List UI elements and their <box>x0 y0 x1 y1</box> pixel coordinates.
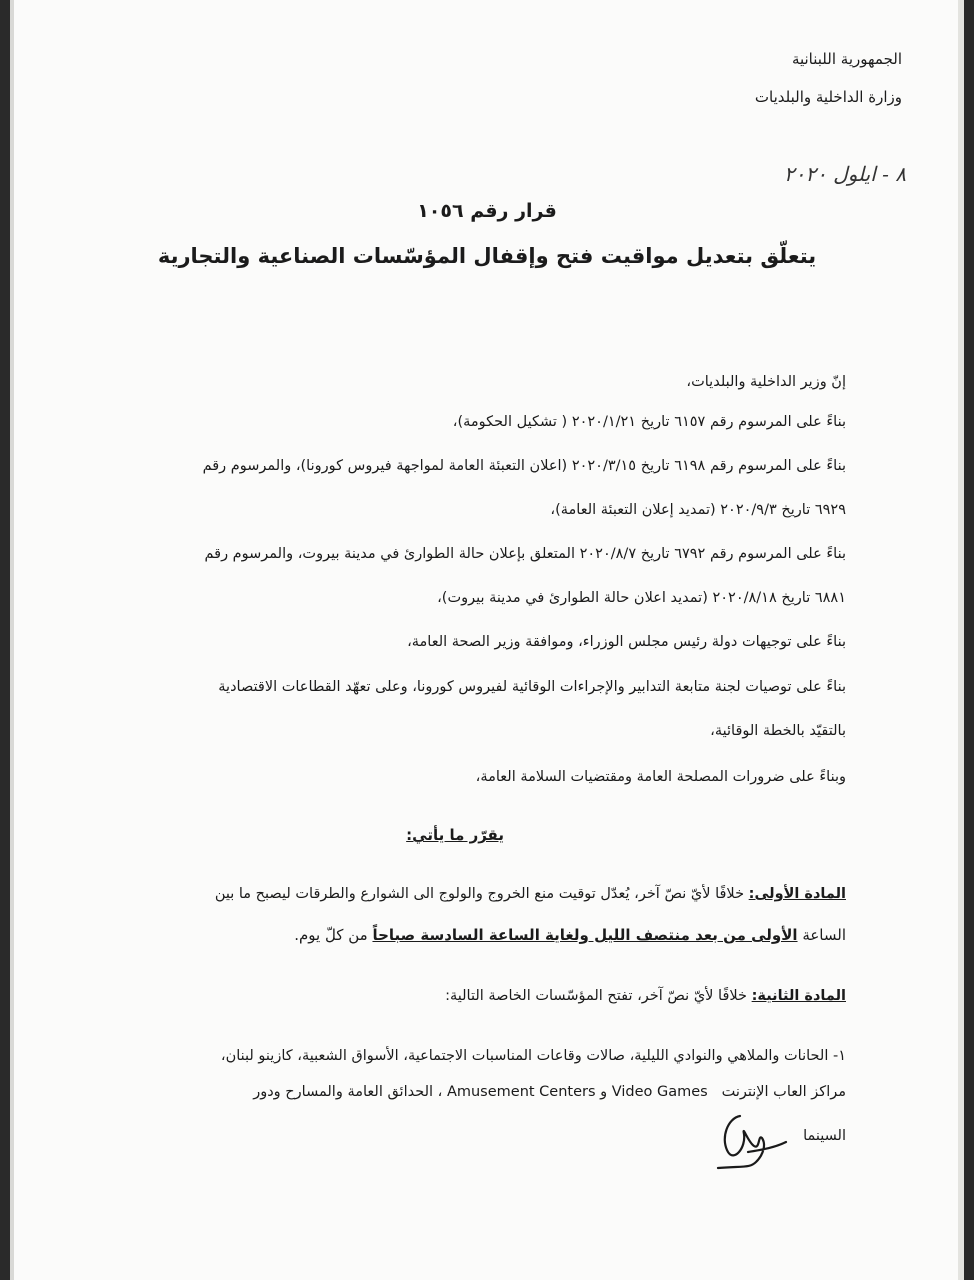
article-1-label: المادة الأولى: <box>748 886 846 902</box>
article-1-text-2c: من كلّ يوم. <box>294 926 368 944</box>
article-2-line <box>445 988 846 1004</box>
decision-subject: يتعلّق بتعديل مواقيت فتح وإقفال المؤسّسات الصناعية والتجارية <box>157 244 817 268</box>
decision-number: قرار رقم ١٠٥٦ <box>417 200 557 222</box>
document-page <box>10 0 964 1280</box>
article-1-line-2 <box>294 926 846 944</box>
article-2-item-1a: ١- الحانات والملاهي والنوادي الليلية، صالات وقاعات المناسبات الاجتماعية، الأسواق الشعبية، كازينو لبنان، <box>220 1048 846 1064</box>
header-ministry: وزارة الداخلية والبلديات <box>754 88 902 106</box>
preamble-basis-2b: ٦٩٢٩ تاريخ ٢٠٢٠/٩/٣ (تمديد إعلان التعبئة العامة)، <box>550 502 846 518</box>
page-edge-left <box>10 0 14 1280</box>
handwritten-date: ٨ - ايلول ٢٠٢٠ <box>783 162 906 186</box>
item-1b-and: و <box>600 1084 608 1100</box>
item-1b-video-games: Video Games <box>611 1084 708 1100</box>
article-2-label: المادة الثانية: <box>751 988 846 1004</box>
header-republic: الجمهورية اللبنانية <box>791 50 902 68</box>
item-1b-internet: مراكز العاب الإنترنت <box>721 1084 846 1100</box>
article-1-line-1 <box>128 886 846 902</box>
article-2-item-1b <box>128 1084 846 1100</box>
preamble-minister: إنّ وزير الداخلية والبلديات، <box>686 374 846 390</box>
article-2-text: خلافًا لأيّ نصّ آخر، تفتح المؤسّسات الخاصة التالية: <box>445 988 748 1004</box>
article-2-item-1c: السينما <box>803 1128 846 1144</box>
preamble-basis-4: بناءً على توجيهات دولة رئيس مجلس الوزراء، وموافقة وزير الصحة العامة، <box>407 634 846 650</box>
handwritten-signature <box>710 1108 790 1170</box>
preamble-basis-6: وبناءً على ضرورات المصلحة العامة ومقتضيات السلامة العامة، <box>475 769 846 785</box>
item-1b-rest: ، الحدائق العامة والمسارح ودور <box>253 1084 443 1100</box>
article-1-text-2a: الساعة <box>802 926 846 944</box>
preamble-basis-5a: بناءً على توصيات لجنة متابعة التدابير والإجراءات الوقائية لفيروس كورونا، وعلى تعهّد القطاعات الاقتصادية <box>218 679 846 695</box>
preamble-basis-3b: ٦٨٨١ تاريخ ٢٠٢٠/٨/١٨ (تمديد اعلان حالة الطوارئ في مدينة بيروت)، <box>437 590 846 606</box>
preamble-basis-5b: بالتقيّد بالخطة الوقائية، <box>710 723 846 739</box>
preamble-basis-2a: بناءً على المرسوم رقم ٦١٩٨ تاريخ ٢٠٢٠/٣/١٥ (اعلان التعبئة العامة لمواجهة فيروس كورونا)، والمرسوم رقم <box>202 458 846 474</box>
page-edge-right <box>958 0 964 1280</box>
preamble-basis-3a: بناءً على المرسوم رقم ٦٧٩٢ تاريخ ٢٠٢٠/٨/٧ المتعلق بإعلان حالة الطوارئ في مدينة بيروت، والمرسوم رقم <box>204 546 846 562</box>
article-1-time-range: الأولى من بعد منتصف الليل ولغاية الساعة السادسة صباحاً <box>372 926 798 944</box>
article-1-text-1: خلافًا لأيّ نصّ آخر، يُعدّل توقيت منع الخروج والولوج الى الشوارع والطرقات ليصبح ما بين <box>214 886 745 902</box>
item-1b-amusement-centers: Amusement Centers <box>446 1084 596 1100</box>
decides-heading: يقرّر ما يأتي: <box>406 826 504 844</box>
preamble-basis-1: بناءً على المرسوم رقم ٦١٥٧ تاريخ ٢٠٢٠/١/٢١ ( تشكيل الحكومة)، <box>452 414 846 430</box>
